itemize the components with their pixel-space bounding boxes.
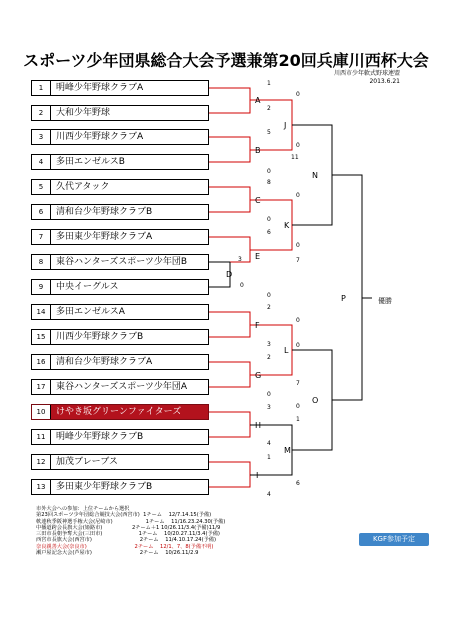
match-label: F	[255, 321, 260, 330]
score: 3	[238, 256, 242, 263]
score: 0	[296, 91, 300, 98]
notes-line: 軟連秋季阪神選手権大会(尼崎市) 1チーム 11/16.23.24.30(予備)	[36, 518, 226, 525]
bracket-line	[209, 312, 250, 337]
match-label: G	[255, 371, 262, 380]
notes-line: 中播道跨会長旗大会(姫路市) 2チーム＋1 10/26.11/3.4(予備)11/9	[36, 524, 221, 531]
team-name: 東谷ハンターズスポーツ少年団A	[56, 382, 187, 392]
team-seed: 3	[32, 130, 51, 144]
match-label: B	[255, 146, 261, 155]
team-name: 東谷ハンターズスポーツ少年団B	[56, 257, 188, 267]
bracket-line	[332, 175, 362, 400]
team-seed: 6	[32, 205, 51, 219]
team-seed: 2	[32, 106, 51, 120]
score: 0	[296, 403, 300, 410]
score: 4	[267, 440, 271, 447]
team-seed: 1	[32, 81, 51, 95]
team-name: 中央イーグルス	[56, 282, 119, 292]
score: 0	[296, 242, 300, 249]
bracket-line	[209, 412, 250, 437]
page-title: スポーツ少年団県総合大会予選兼第20回兵庫川西杯大会	[23, 51, 429, 70]
kgf-badge: KGF参加予定	[359, 533, 429, 546]
organizer: 川西市少年軟式野球連盟	[333, 70, 400, 77]
score: 0	[296, 317, 300, 324]
team-name: 明峰少年野球クラブA	[56, 83, 144, 93]
bracket-line	[209, 462, 250, 487]
score: 0	[296, 192, 300, 199]
team-seed: 16	[32, 355, 51, 369]
score: 7	[296, 380, 300, 387]
bracket-line	[209, 362, 250, 387]
score: 1	[267, 454, 271, 461]
score: 2	[267, 304, 271, 311]
team-name: 多田エンゼルスB	[56, 157, 125, 167]
team-name: 加茂ブレーブス	[56, 457, 118, 467]
score: 8	[267, 179, 271, 186]
score: 3	[267, 404, 271, 411]
team-seed: 8	[32, 255, 51, 269]
notes-line: 第23回スポーツ少年団総合競技大会(西宮市) 1チーム 12/7.14.15(予備)	[36, 512, 212, 519]
match-label: K	[284, 221, 290, 230]
match-label: D	[226, 270, 233, 279]
team-name: 明峰少年野球クラブB	[56, 432, 144, 442]
notes-block	[36, 506, 225, 556]
bracket-line	[209, 187, 250, 212]
team-seed: 15	[32, 330, 51, 344]
match-label: C	[255, 196, 261, 205]
match-label: M	[284, 446, 291, 455]
score: 11	[291, 154, 299, 161]
notes-line: 西宮市長旗大会(西宮市) 2チーム 11/4.10.17.24(予備)	[36, 537, 217, 544]
team-seed: 13	[32, 480, 51, 494]
team-name: 川西少年野球クラブB	[56, 332, 144, 342]
notes-heading: 市外大会への参加：上位チームから選択	[36, 506, 130, 512]
score: 0	[296, 142, 300, 149]
team-seed: 5	[32, 180, 51, 194]
score: 1	[267, 80, 271, 87]
score: 7	[296, 257, 300, 264]
score: 0	[240, 282, 244, 289]
champion-label: 優勝	[378, 297, 392, 305]
score: 6	[296, 480, 300, 487]
score: 0	[267, 391, 271, 398]
score: 4	[267, 491, 271, 498]
score: 6	[267, 229, 271, 236]
team-name: 久代アタック	[56, 182, 110, 192]
team-name: 多田東少年野球クラブB	[56, 482, 153, 492]
team-name: 川西少年野球クラブA	[56, 132, 144, 142]
team-name: 多田東少年野球クラブA	[56, 232, 153, 242]
match-label: P	[341, 294, 346, 303]
notes-line: 瀬戸屋記念大会(芦屋市) 2チーム 10/26.11/2.9	[36, 550, 199, 557]
notes-line-highlighted: 奈良親善大会(奈良市) 2チーム 12/1、7、8(予備不明)	[36, 543, 214, 550]
score: 0	[267, 292, 271, 299]
match-label: O	[312, 396, 319, 405]
bracket-line	[209, 237, 250, 262]
date: 2013.6.21	[369, 78, 400, 85]
bracket-line	[209, 88, 250, 113]
team-name: けやき坂グリーンファイターズ	[56, 407, 182, 417]
team-seed: 7	[32, 230, 51, 244]
score: 2	[267, 354, 271, 361]
team-seed: 10	[32, 405, 51, 419]
match-label: I	[256, 471, 259, 480]
match-label: J	[284, 121, 287, 130]
score: 0	[267, 168, 271, 175]
score: 3	[267, 341, 271, 348]
team-name: 清和台少年野球クラブA	[56, 357, 153, 367]
team-seed: 4	[32, 155, 51, 169]
team-seed: 17	[32, 380, 51, 394]
team-name: 多田エンゼルスA	[56, 307, 125, 317]
match-label: L	[284, 346, 289, 355]
score: 2	[267, 105, 271, 112]
match-label: A	[255, 96, 261, 105]
match-label: N	[312, 171, 318, 180]
match-label: H	[255, 421, 262, 430]
score: 5	[267, 129, 271, 136]
bracket-line	[209, 137, 250, 162]
score: 0	[296, 342, 300, 349]
team-seed: 9	[32, 280, 51, 294]
score: 0	[267, 216, 271, 223]
notes-line: 三田市長朝争奪大会(三田市) 1チーム 10/20.27.11/3.4(予備)	[36, 531, 220, 538]
team-seed: 14	[32, 305, 51, 319]
team-seed: 11	[32, 430, 51, 444]
score: 1	[296, 416, 300, 423]
team-seed: 12	[32, 455, 51, 469]
match-label: E	[255, 252, 261, 261]
team-name: 清和台少年野球クラブB	[56, 207, 153, 217]
team-name: 大和少年野球	[56, 108, 111, 118]
